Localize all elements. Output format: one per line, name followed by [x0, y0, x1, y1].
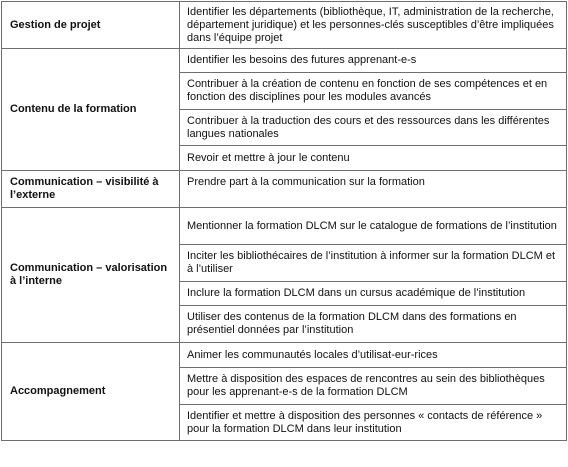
category-cell: Communication – visibilité à l’externe	[2, 171, 180, 208]
table-row	[2, 2, 567, 49]
category-cell: Accompagnement	[2, 343, 180, 441]
activity-cell: Contribuer à la création de contenu en fonction de ses compétences et en fonction des disciplines pour les modules avancés	[180, 73, 567, 110]
activity-cell: Inciter les bibliothécaires de l’institution à informer sur la formation DLCM et à l’utiliser	[180, 245, 567, 282]
activity-cell: Identifier les besoins des futures apprenant-e-s	[180, 49, 567, 73]
category-cell: Communication – valorisation à l’interne	[2, 208, 180, 343]
activity-cell: Contribuer à la traduction des cours et des ressources dans les différentes langues nationales	[180, 110, 567, 146]
table-row	[2, 208, 567, 245]
activity-cell: Identifier et mettre à disposition des personnes « contacts de référence » pour la formation DLCM dans leur institution	[180, 405, 567, 441]
table-row	[2, 171, 567, 208]
roles-table	[1, 1, 567, 441]
activity-cell: Identifier les départements (bibliothèque, IT, administration de la recherche, département juridique) et les personnes-clés susceptibles d’être impliquées dans l’équipe projet	[180, 2, 567, 49]
activity-cell: Mettre à disposition des espaces de rencontres au sein des bibliothèques pour les apprenant-e-s de la formation DLCM	[180, 368, 567, 405]
table-row	[2, 49, 567, 73]
activity-cell: Revoir et mettre à jour le contenu	[180, 146, 567, 171]
activity-cell: Utiliser des contenus de la formation DLCM dans des formations en présentiel données par l’institution	[180, 306, 567, 343]
activity-cell: Animer les communautés locales d’utilisat-eur-rices	[180, 343, 567, 368]
activity-cell: Mentionner la formation DLCM sur le catalogue de formations de l’institution	[180, 208, 567, 245]
activity-cell: Inclure la formation DLCM dans un cursus académique de l’institution	[180, 282, 567, 306]
table-row	[2, 343, 567, 368]
activity-cell: Prendre part à la communication sur la formation	[180, 171, 567, 208]
category-cell: Gestion de projet	[2, 2, 180, 49]
category-cell: Contenu de la formation	[2, 49, 180, 171]
